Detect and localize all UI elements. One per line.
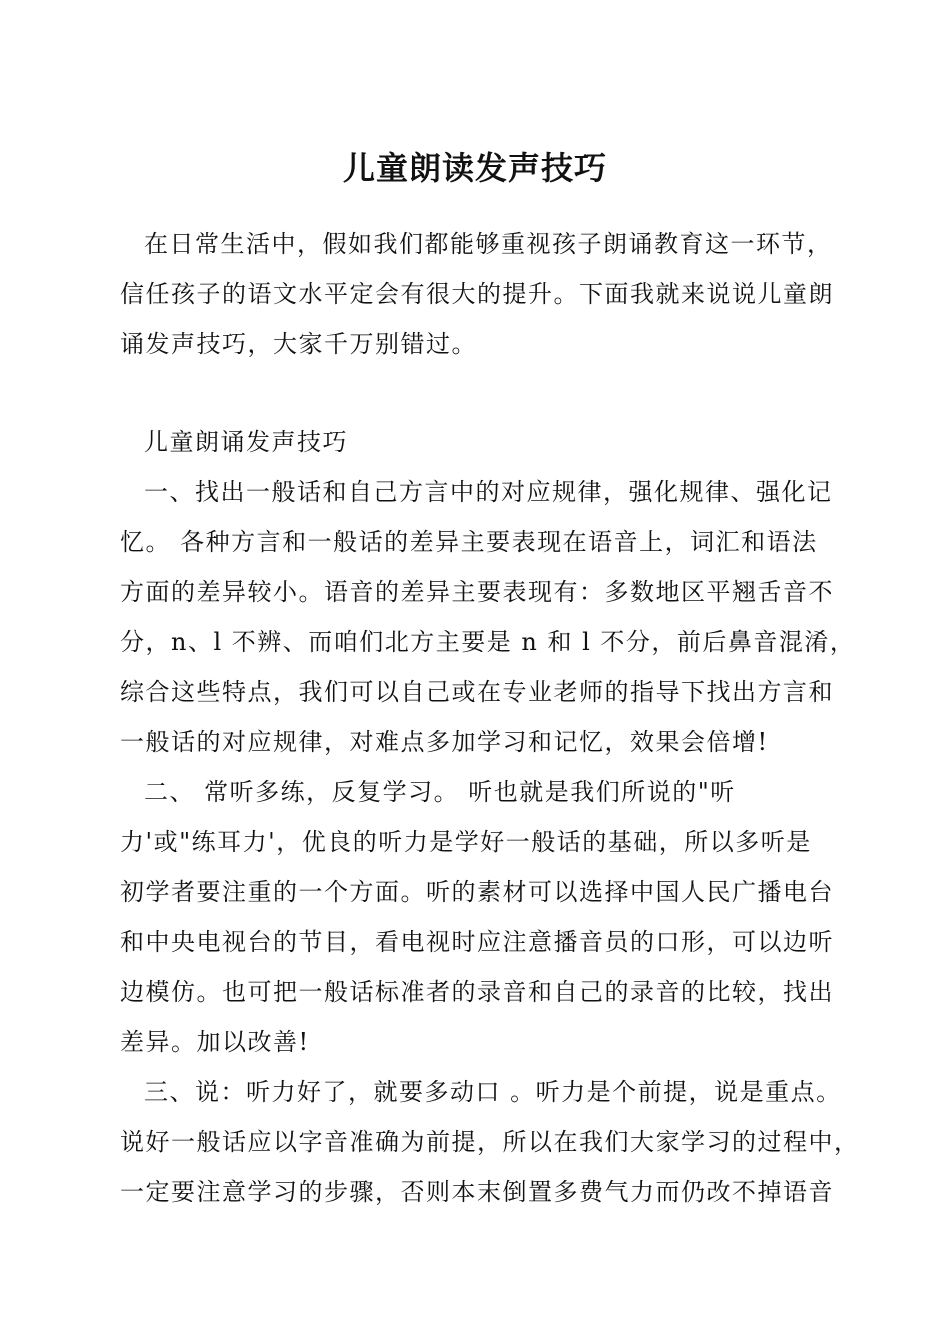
paragraph-line: 初学者要注重的一个方面。听的素材可以选择中国人民广播电台 [120,878,834,906]
paragraph-line: 分，n、l 不辨、而咱们北方主要是 n 和 l 不分，前后鼻音混淆， [120,628,856,656]
document-title: 儿童朗读发声技巧 [342,149,607,187]
paragraph-line: 边模仿。也可把一般话标准者的录音和自己的录音的比较，找出 [120,978,834,1006]
paragraph-line: 力'或"练耳力'，优良的听力是学好一般话的基础，所以多听是 [120,828,812,856]
paragraph-line: 综合这些特点，我们可以自己或在专业老师的指导下找出方言和 [120,678,834,706]
paragraph-line: 二、 常听多练，反复学习。 听也就是我们所说的"听 [144,778,736,806]
paragraph-line: 诵发声技巧，大家千万别错过。 [120,330,477,358]
paragraph-line: 一、找出一般话和自己方言中的对应规律，强化规律、强化记 [144,478,833,506]
paragraph-line: 三、说：听力好了，就要多动口 。听力是个前提，说是重点。 [144,1078,842,1106]
paragraph-line: 信任孩子的语文水平定会有很大的提升。下面我就来说说儿童朗 [120,280,834,308]
paragraph-line: 一般话的对应规律，对难点多加学习和记忆，效果会倍增! [120,728,769,756]
paragraph-line: 和中央电视台的节目，看电视时应注意播音员的口形，可以边听 [120,928,834,956]
paragraph-line: 差异。加以改善! [120,1028,310,1056]
paragraph-line: 说好一般话应以字音准确为前提，所以在我们大家学习的过程中， [120,1128,860,1156]
paragraph-line: 在日常生活中，假如我们都能够重视孩子朗诵教育这一环节， [144,230,833,258]
section-heading: 儿童朗诵发声技巧 [144,428,348,456]
paragraph-line: 忆。 各种方言和一般话的差异主要表现在语音上，词汇和语法 [120,528,818,556]
paragraph-line: 一定要注意学习的步骤，否则本末倒置多费气力而仍改不掉语音 [120,1178,834,1206]
paragraph-line: 方面的差异较小。语音的差异主要表现有：多数地区平翘舌音不 [120,578,834,606]
